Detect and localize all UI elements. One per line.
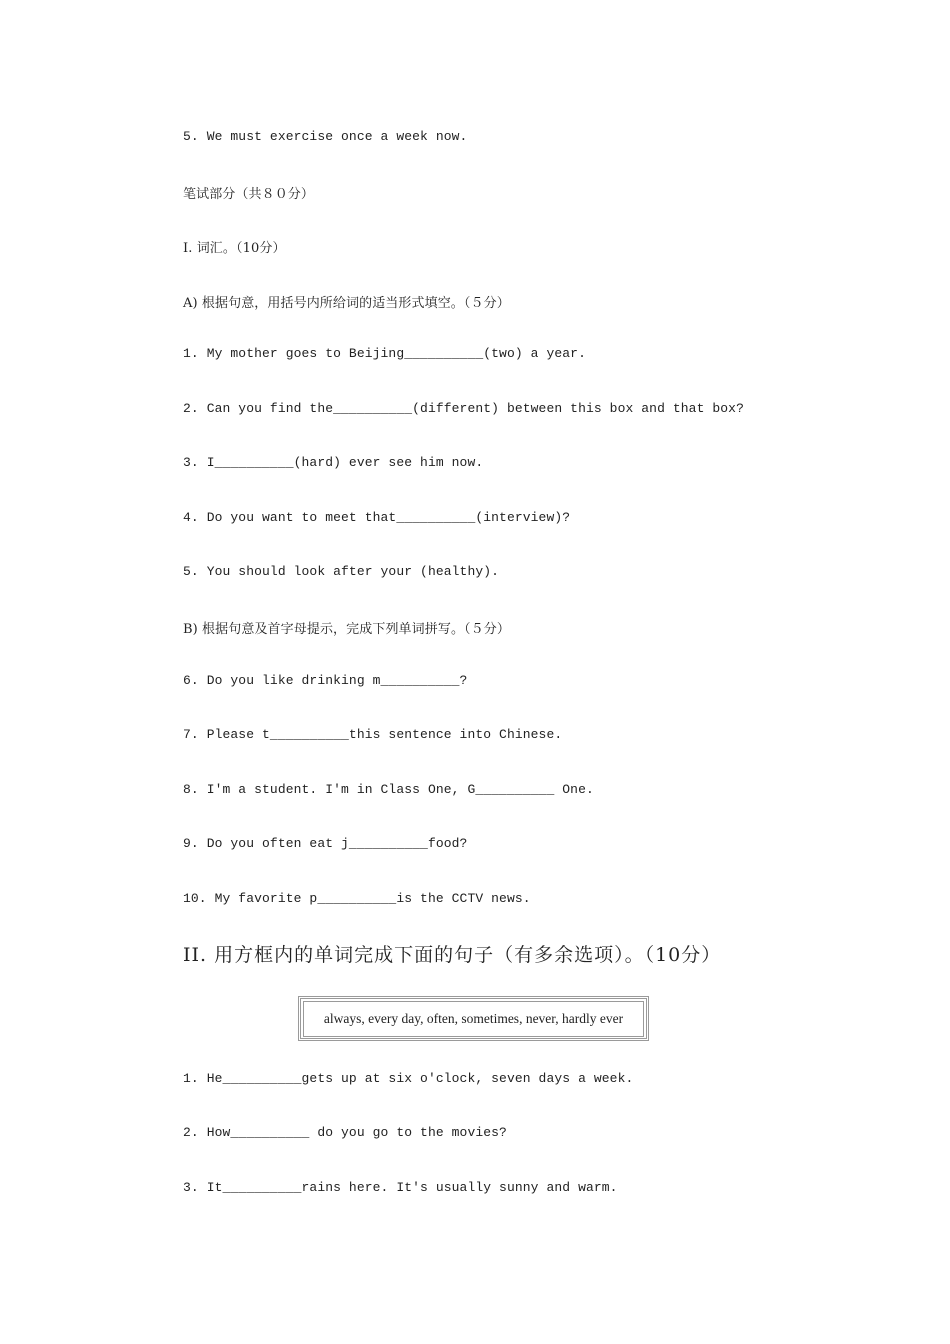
question-ii-2: 2. How__________ do you go to the movies? [183, 1125, 507, 1140]
question-a2: 2. Can you find the__________(different) between this box and that box? [183, 401, 744, 416]
question-a4: 4. Do you want to meet that__________(interview)? [183, 510, 571, 525]
question-b7: 7. Please t__________this sentence into Chinese. [183, 727, 563, 742]
sentence-5-exercise: 5. We must exercise once a week now. [183, 129, 468, 144]
part-a-instructions: A) 根据句意，用括号内所给词的适当形式填空。（５分） [183, 296, 510, 311]
part-b-instructions: B) 根据句意及首字母提示，完成下列单词拼写。（５分） [183, 622, 510, 637]
written-part-heading: 笔试部分（共８０分） [183, 187, 315, 202]
section-1-vocabulary-heading: I. 词汇。（10分） [183, 241, 286, 256]
word-bank-box [298, 996, 649, 1041]
question-b9: 9. Do you often eat j__________food? [183, 836, 468, 851]
question-a1: 1. My mother goes to Beijing__________(two) a year. [183, 346, 586, 361]
question-b6: 6. Do you like drinking m__________? [183, 673, 468, 688]
question-b8: 8. I'm a student. I'm in Class One, G__________ One. [183, 782, 594, 797]
question-ii-3: 3. It__________rains here. It's usually sunny and warm. [183, 1180, 618, 1195]
question-a3: 3. I__________(hard) ever see him now. [183, 455, 484, 470]
question-b10: 10. My favorite p__________is the CCTV news. [183, 891, 531, 906]
question-a5: 5. You should look after your (healthy). [183, 564, 500, 579]
section-2-heading: II. 用方框内的单词完成下面的句子（有多余选项）。（10分） [183, 944, 722, 966]
question-ii-1: 1. He__________gets up at six o'clock, seven days a week. [183, 1071, 634, 1086]
word-bank-text: always, every day, often, sometimes, never, hardly ever [303, 1001, 644, 1037]
